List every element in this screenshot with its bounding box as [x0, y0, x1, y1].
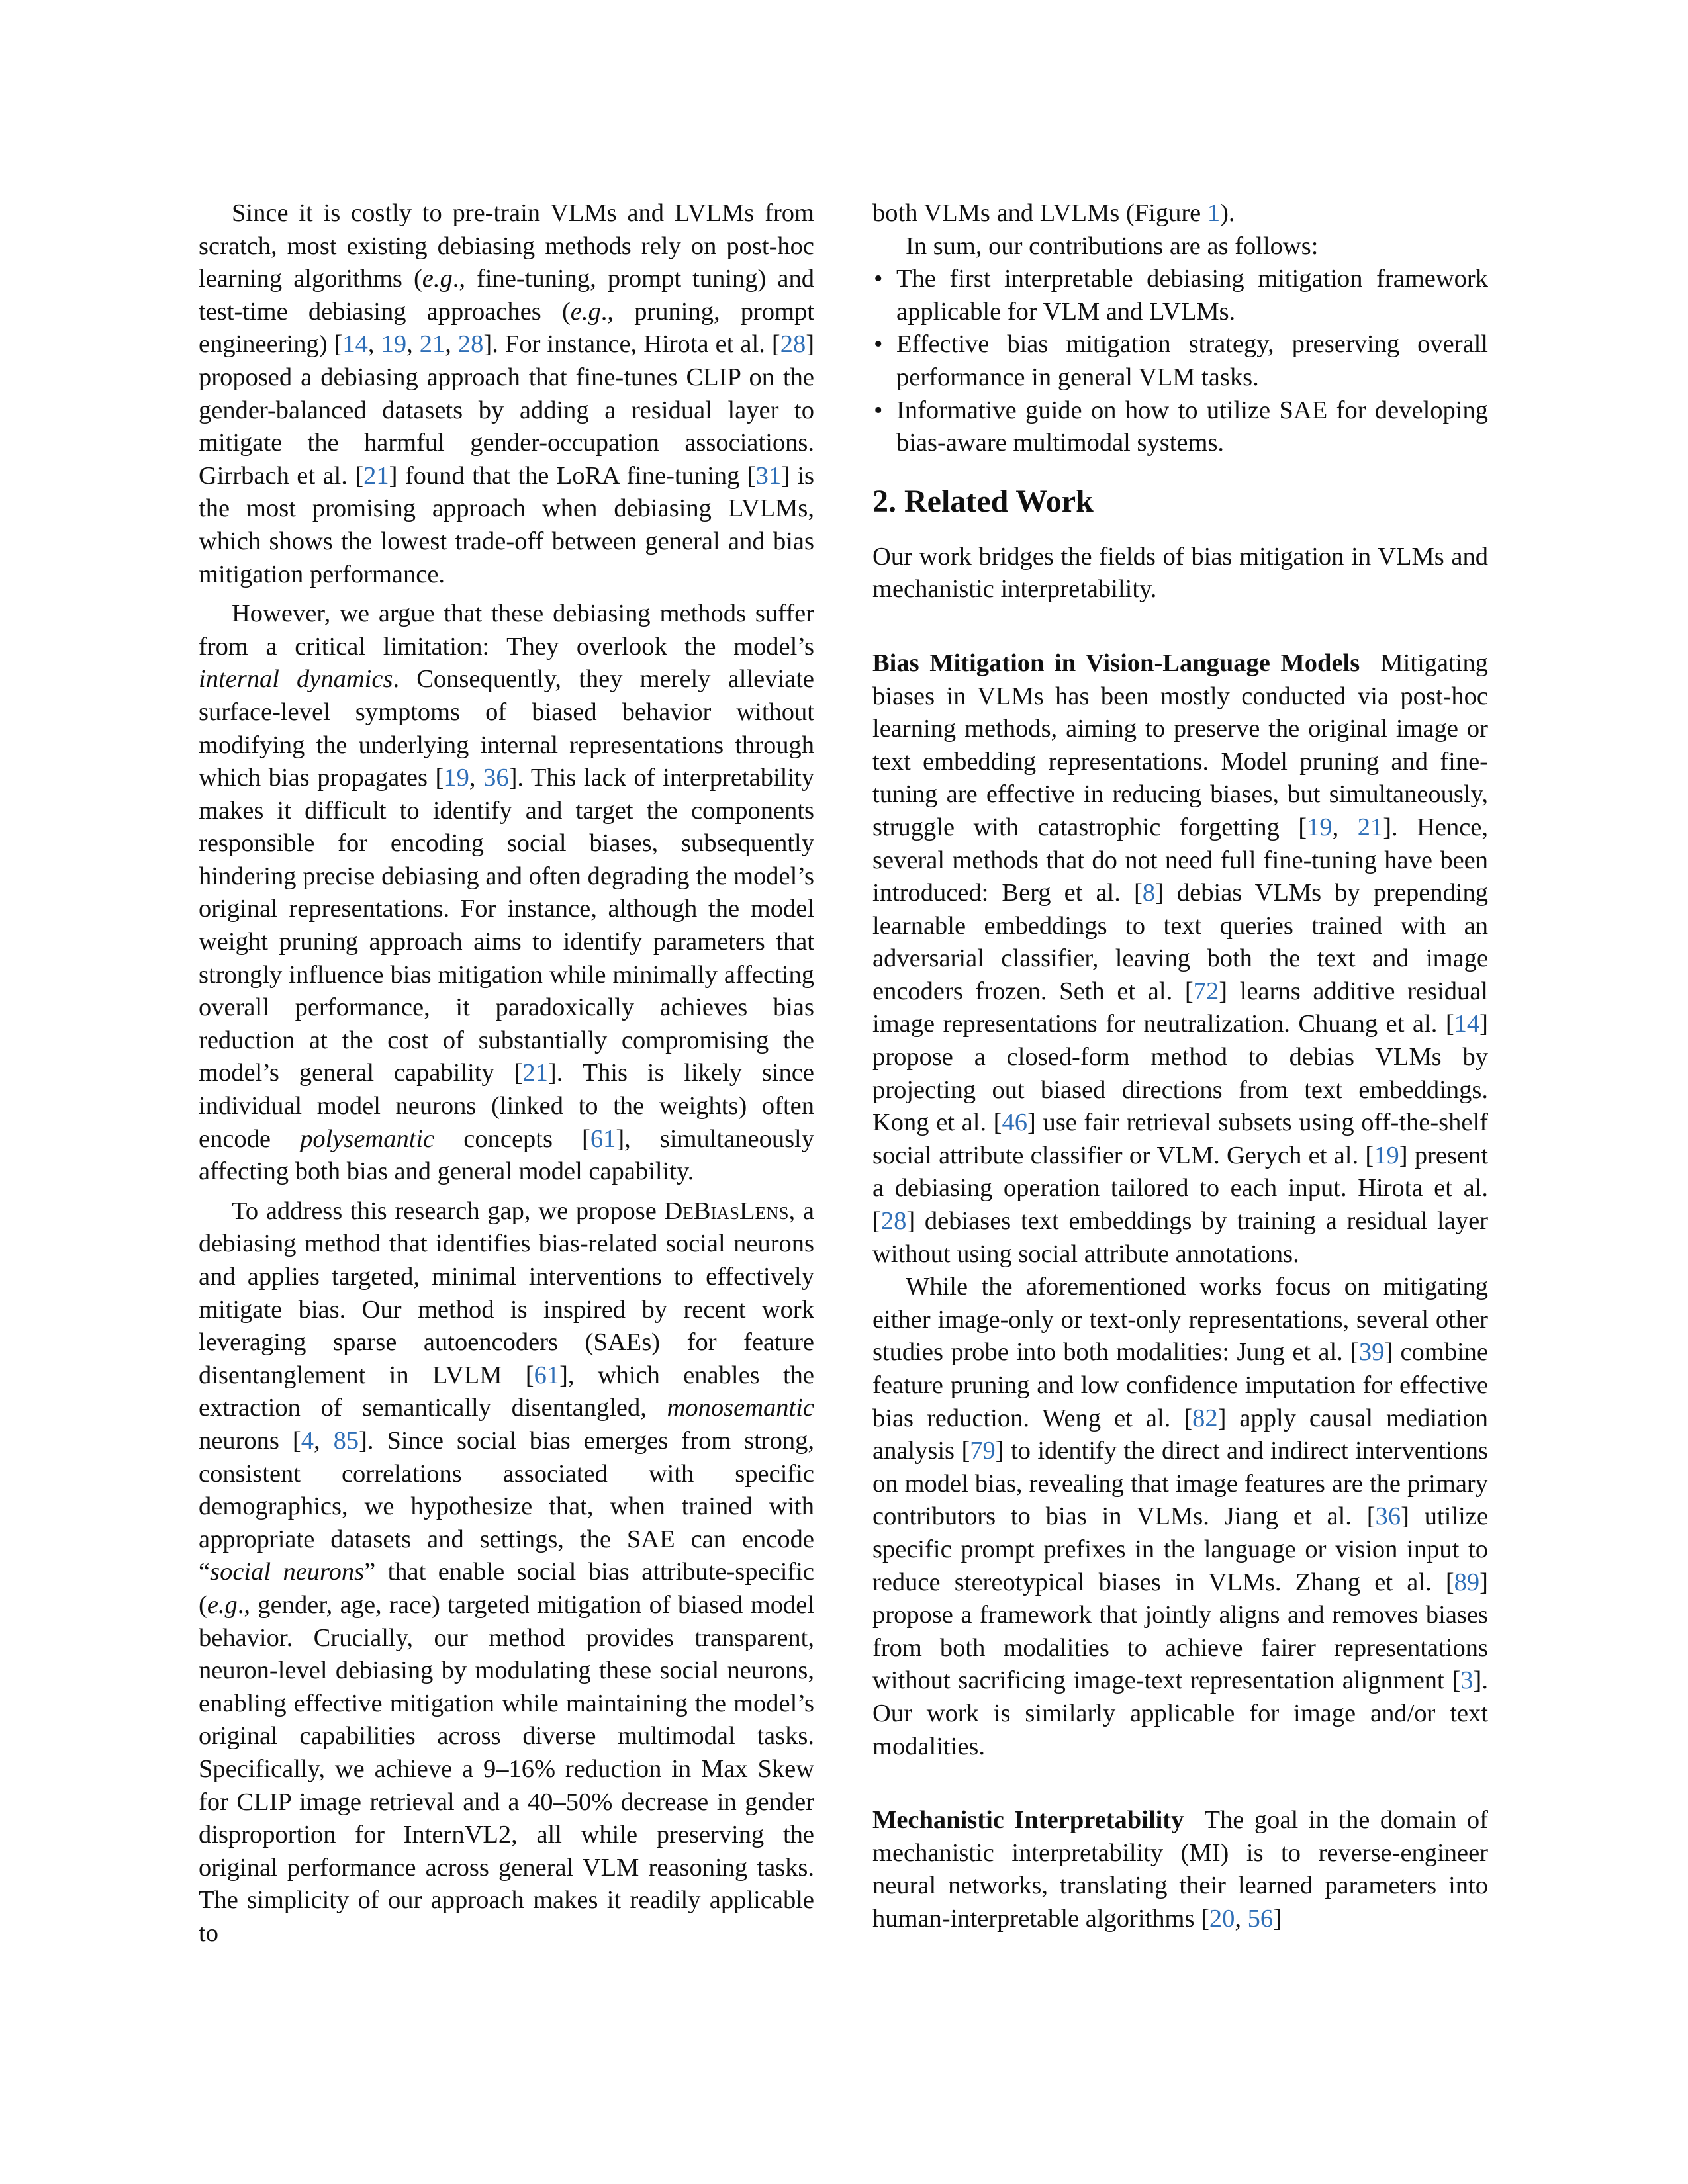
paragraph-heading: Bias Mitigation in Vision-Language Models [872, 649, 1360, 677]
citation-link[interactable]: 21 [1357, 813, 1383, 841]
citation-link[interactable]: 4 [301, 1426, 314, 1455]
method-name: DeBiasLens [664, 1197, 789, 1225]
citation-link[interactable]: 79 [970, 1437, 996, 1465]
citation-link[interactable]: 19 [381, 330, 407, 359]
citation-link[interactable]: 19 [444, 764, 469, 792]
citation-link[interactable]: 61 [590, 1124, 616, 1153]
citation-link[interactable]: 28 [457, 330, 484, 359]
citation-link[interactable]: 21 [522, 1059, 548, 1087]
right-column [872, 197, 1488, 1936]
paragraph-heading: Mechanistic Interpretability [872, 1806, 1184, 1835]
citation-link[interactable]: 46 [1002, 1109, 1027, 1137]
citation-link[interactable]: 14 [342, 330, 368, 359]
contributions-list [872, 263, 1488, 460]
paragraph: However, we argue that these debiasing methods suffer from a critical limitation: They overlook the model’s internal dynamics. Consequently, they merely alleviate surface-level symptoms of biased behavior without modifying the underlying internal representations through which bias propagates [19, 36]. This lack of interpretability makes it difficult to identify and target the components responsible for encoding social biases, subsequently hindering precise debiasing and often degrading the model’s original representations. For instance, although the model weight pruning approach aims to identify parameters that strongly influence bias mitigation while minimally affecting overall performance, it paradoxically achieves bias reduction at the cost of substantially compromising the model’s general capability [21]. This is likely since individual model neurons (linked to the weights) often encode polysemantic concepts [61], simultaneously affecting both bias and general model capability. [199, 600, 814, 1186]
citation-link[interactable]: 28 [780, 330, 806, 359]
citation-link[interactable]: 21 [419, 330, 445, 359]
citation-link[interactable]: 28 [880, 1207, 907, 1236]
citation-link[interactable]: 36 [1375, 1502, 1401, 1531]
citation-link[interactable]: 61 [534, 1361, 560, 1389]
paragraph: Since it is costly to pre-train VLMs and LVLMs from scratch, most existing debiasing methods rely on post-hoc learning algorithms (e.g., fine-tuning, prompt tuning) and test-time debiasing approaches (e.g., pruning, prompt engineering) [14, 19, 21, 28]. For instance, Hirota et al. [28] proposed a debiasing approach that fine-tunes CLIP on the gender-balanced datasets by adding a residual layer to mitigate the harmful gender-occupation associations. Girrbach et al. [21] found that the LoRA fine-tuning [31] is the most promising approach when debiasing LVLMs, which shows the lowest trade-off between general and bias mitigation performance. [199, 199, 815, 588]
paragraph: While the aforementioned works focus on mitigating either image-only or text-only representations, several other studies probe into both modalities: Jung et al. [39] combine feature pruning and low confidence imputation for effective bias reduction. Weng et al. [82] apply causal mediation analysis [79] to identify the direct and indirect interventions on model bias, revealing that image features are the primary contributors to bias in VLMs. Jiang et al. [36] utilize specific prompt prefixes in the language or vision input to reduce stereotypical biases in VLMs. Zhang et al. [89] propose a framework that jointly aligns and removes biases from both modalities to achieve fairer representations without sacrificing image-text representation alignment [3]. Our work is similarly applicable for image and/or text modalities. [872, 1273, 1489, 1760]
citation-link[interactable]: 8 [1142, 879, 1156, 907]
list-item: • The first interpretable debiasing mitigation framework applicable for VLM and LVLMs. [872, 263, 1488, 328]
paragraph: To address this research gap, we propose DeBiasLens, a debiasing method that identifies bias-related social neurons and applies targeted, minimal interventions to effectively mitigate bias. Our method is inspired by recent work leveraging sparse autoencoders (SAEs) for feature disentanglement in LVLM [61], which enables the extraction of semantically disentangled, monosemantic neurons [4, 85]. Since social bias emerges from strong, consistent correlations associated with specific demographics, we hypothesize that, when trained with appropriate datasets and settings, the SAE can encode “social neurons” that enable social bias attribute-specific (e.g., gender, age, race) targeted mitigation of biased model behavior. Crucially, our method provides transparent, neuron-level debiasing by modulating these social neurons, enabling effective mitigation while maintaining the model’s original capabilities across diverse multimodal tasks. Specifically, we achieve a 9–16% reduction in Max Skew for CLIP image retrieval and a 40–50% decrease in gender disproportion for InternVL2, all while preserving the original performance across general VLM reasoning tasks. The simplicity of our approach makes it readily applicable to [199, 1197, 815, 1947]
citation-link[interactable]: 82 [1192, 1404, 1218, 1432]
list-item: • Informative guide on how to utilize SAE for developing bias-aware multimodal systems. [872, 394, 1488, 460]
citation-link[interactable]: 56 [1247, 1904, 1274, 1933]
list-item: • Effective bias mitigation strategy, preserving overall performance in general VLM tasks. [872, 328, 1488, 394]
paragraph: Bias Mitigation in Vision-Language Models Mitigating biases in VLMs has been mostly conducted via post-hoc learning methods, aiming to preserve the original image or text embedding representations. Model pruning and fine-tuning are effective in reducing biases, but simultaneously, struggle with catastrophic forgetting [19, 21]. Hence, several methods that do not need full fine-tuning have been introduced: Berg et al. [8] debias VLMs by prepending learnable embeddings to text queries trained with an adversarial classifier, leaving both the text and image encoders frozen. Seth et al. [72] learns additive residual image representations for neutralization. Chuang et al. [14] propose a closed-form method to debias VLMs by projecting out biased directions from text embeddings. Kong et al. [46] use fair retrieval subsets using off-the-shelf social attribute classifier or VLM. Gerych et al. [19] present a debiasing operation tailored to each input. Hirota et al. [28] debiases text embeddings by training a residual layer without using social attribute annotations. [872, 649, 1489, 1268]
citation-link[interactable]: 39 [1358, 1338, 1385, 1367]
citation-link[interactable]: 19 [1374, 1141, 1399, 1169]
citation-link[interactable]: 19 [1307, 813, 1333, 841]
figure-link[interactable]: 1 [1207, 199, 1221, 227]
paragraph: Our work bridges the fields of bias mitigation in VLMs and mechanistic interpretability. [872, 542, 1488, 604]
citation-link[interactable]: 72 [1193, 977, 1219, 1005]
citation-link[interactable]: 3 [1460, 1666, 1474, 1695]
citation-link[interactable]: 85 [333, 1426, 359, 1455]
citation-link[interactable]: 20 [1209, 1904, 1235, 1933]
paragraph: Mechanistic Interpretability The goal in the domain of mechanistic interpretability (MI) is to reverse-engineer neural networks, translating their learned parameters into human-interpretable algorithms [20, 56] [872, 1806, 1488, 1933]
citation-link[interactable]: 89 [1454, 1568, 1480, 1596]
citation-link[interactable]: 21 [363, 461, 389, 490]
citation-link[interactable]: 31 [755, 461, 782, 490]
left-column [199, 197, 814, 1950]
section-heading: 2. Related Work [872, 483, 1094, 519]
citation-link[interactable]: 36 [483, 764, 509, 792]
citation-link[interactable]: 14 [1454, 1010, 1480, 1038]
contributions-intro: In sum, our contributions are as follows: [906, 232, 1319, 260]
paragraph: both VLMs and LVLMs (Figure 1). [872, 199, 1235, 227]
